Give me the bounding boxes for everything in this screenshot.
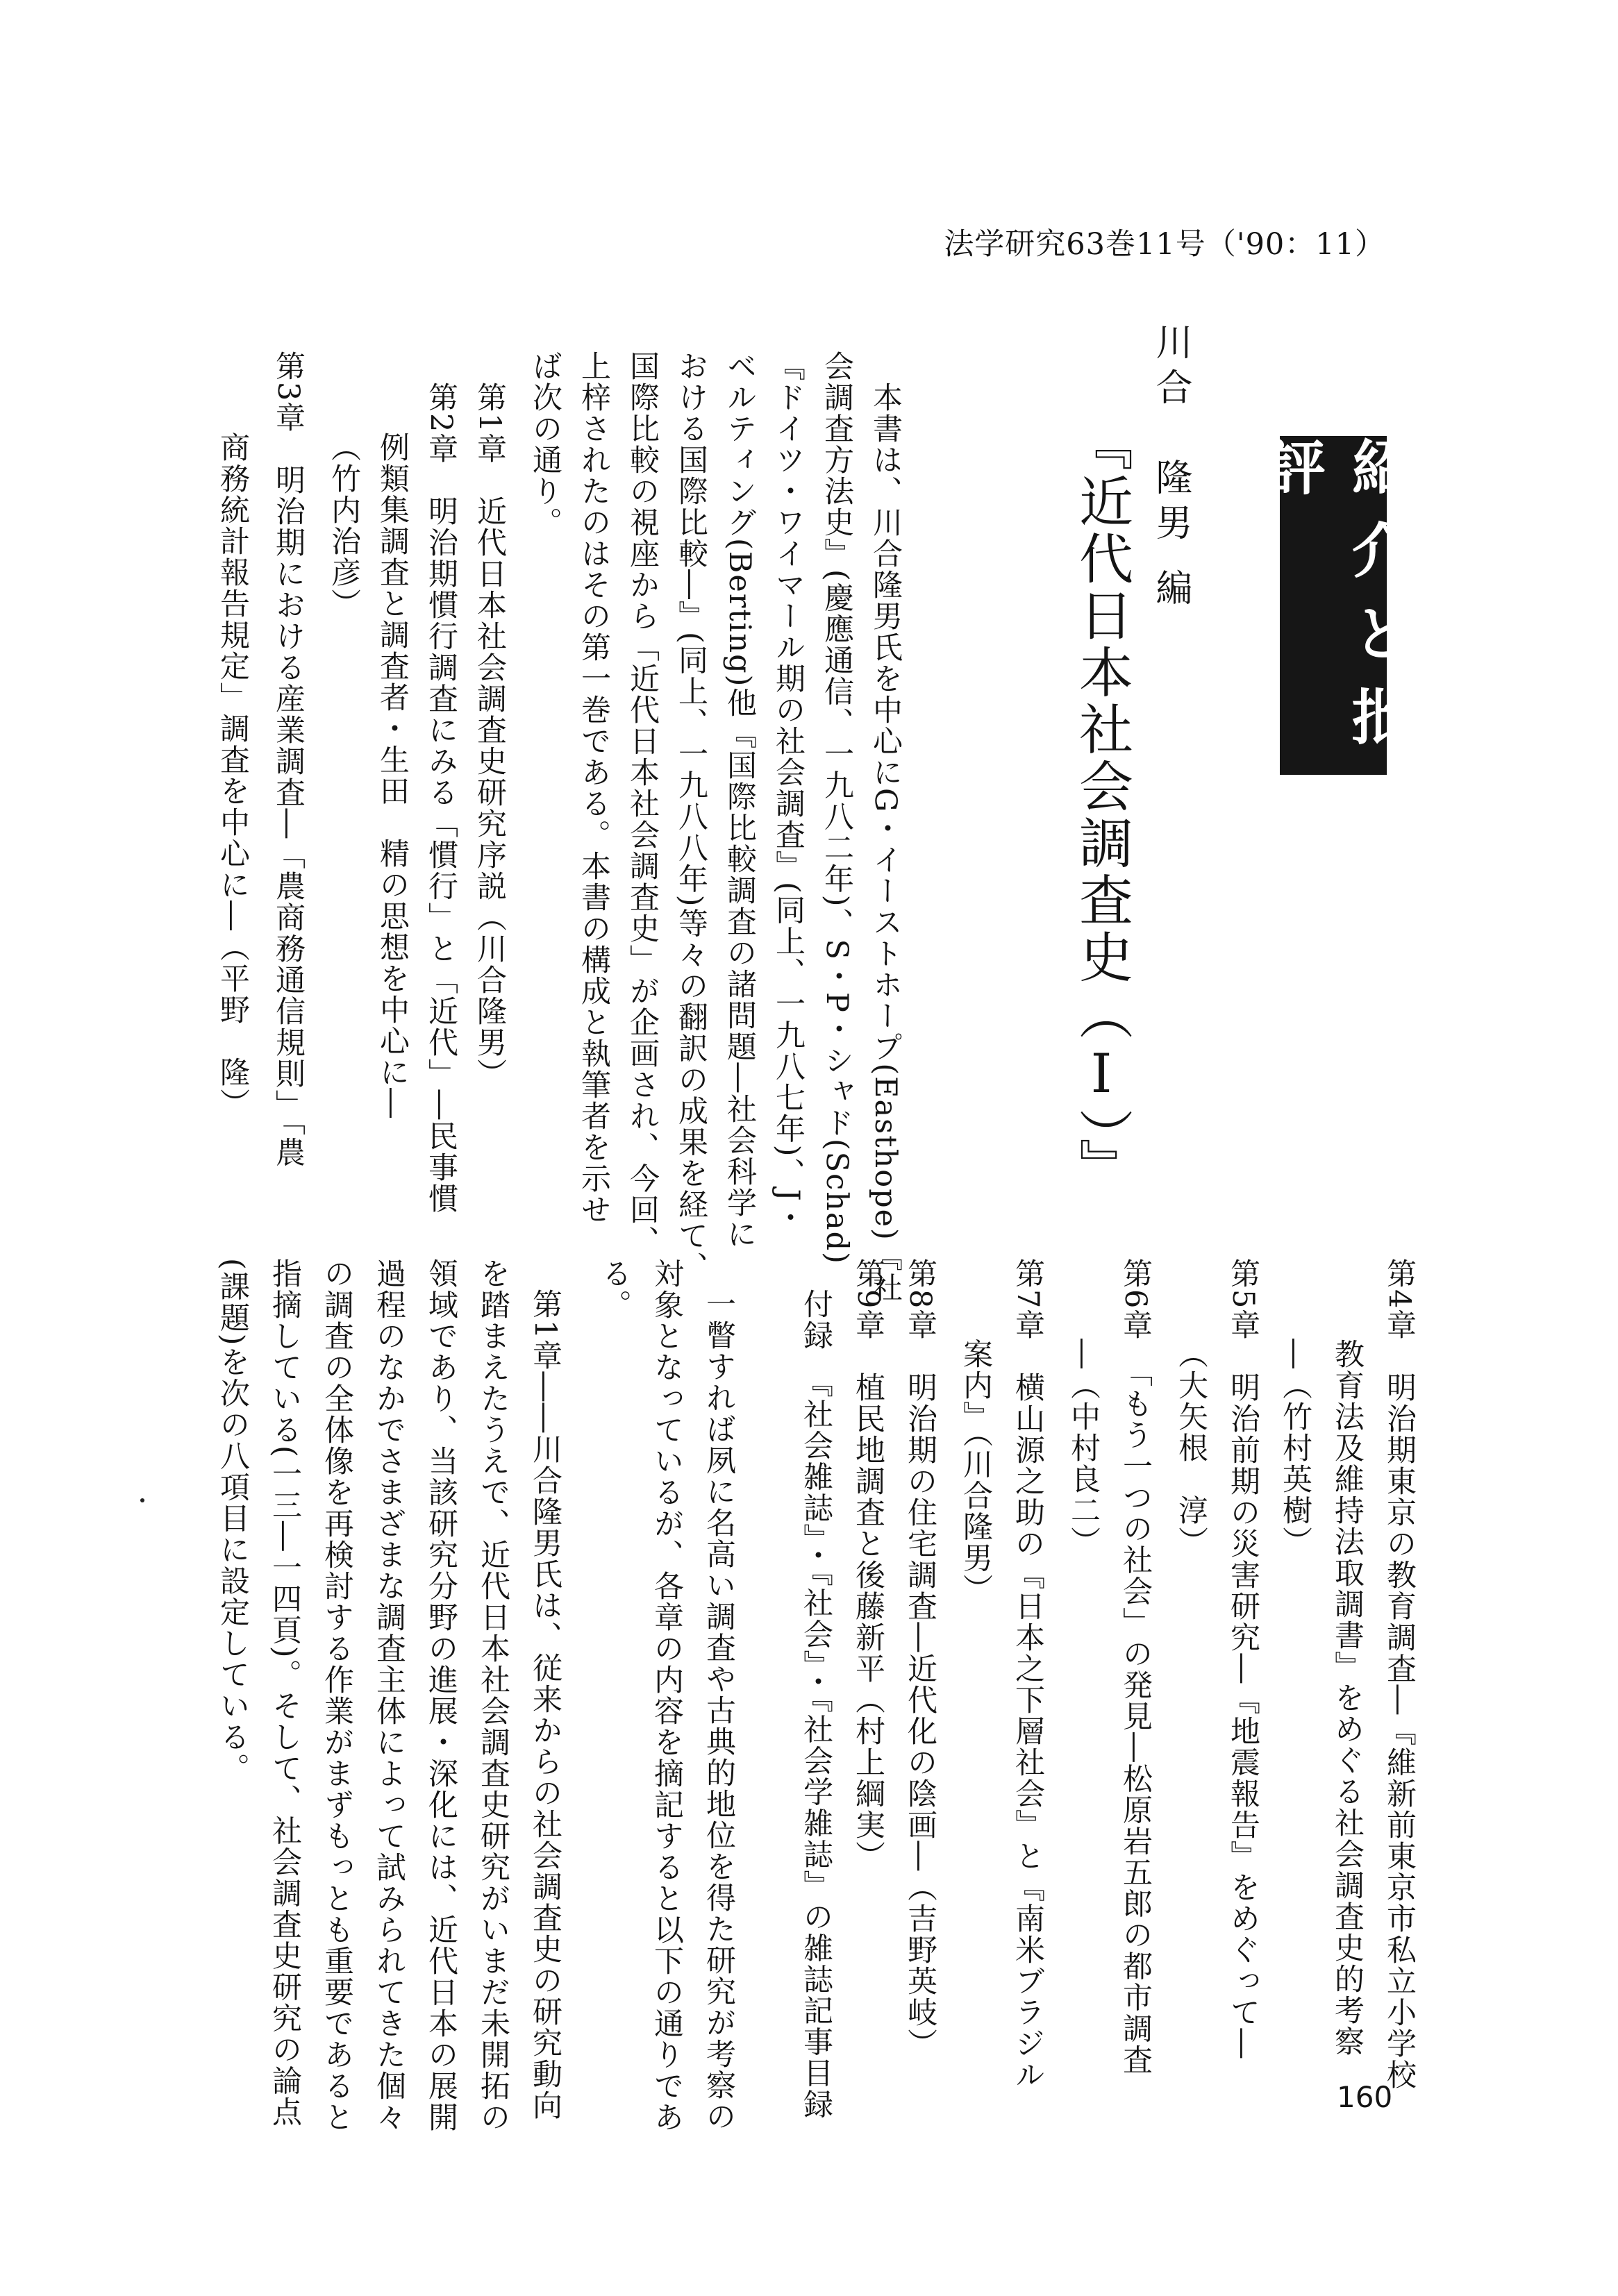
text-line: 第1章――川合隆男氏は、従来からの社会調査史の研究動向: [528, 1289, 562, 2122]
text-line: 国際比較の視座から「近代日本社会調査史」が企画され、今回、: [625, 351, 660, 1257]
text-line: ―（竹村英樹）: [1278, 1339, 1312, 1557]
text-line: 例類集調査と調査者・生田 精の思想を中心に―: [375, 432, 410, 1119]
text-line: を踏まえたうえで、近代日本社会調査史研究がいまだ未開拓の: [476, 1258, 510, 2133]
text-line: ―（中村良二）: [1066, 1339, 1101, 1557]
text-line: 『ドイツ・ワイマール期の社会調査』(同上、一九八七年)、J・: [771, 351, 806, 1234]
text-line: 対象となっているが、各章の内容を摘記すると以下の通りであ: [649, 1258, 684, 2133]
text-line: 案内』（川合隆男）: [958, 1339, 993, 1605]
chapter-1: 第1章 近代日本社会調査史研究序説（川合隆男）: [472, 382, 507, 1090]
chapter-4: 第4章 明治期東京の教育調査―『維新前東京市私立小学校: [1382, 1258, 1417, 2091]
text-line: 指摘している(一三―一四頁)。そして、社会調査史研究の論点: [267, 1258, 302, 2128]
chapter-9: 第9章 植民地調査と後藤新平（村上綱実）: [851, 1258, 885, 1872]
text-line: 本書は、川合隆男氏を中心にG・イーストホープ(Easthope)『社: [868, 382, 903, 1304]
text-line: 領域であり、当該研究分野の進展・深化には、近代日本の展開: [424, 1258, 458, 2133]
text-line: 商務統計報告規定」調査を中心に―（平野 隆）: [215, 432, 250, 1119]
chapter-6: 第6章 「もう一つの社会」の発見―松原岩五郎の都市調査: [1118, 1258, 1153, 2076]
appendix: 付録 『社会雑誌』・『社会』・『社会学雑誌』の雑誌記事目録: [799, 1289, 833, 2120]
text-line: (課題)を次の八項目に設定している。: [215, 1258, 250, 1784]
text-line: 過程のなかでさまざまな調査主体によって試みられてきた個々: [372, 1258, 406, 2133]
section-label: 紹介と批評: [1280, 436, 1387, 775]
text-line: る。: [597, 1258, 632, 1321]
text-line: 会調査方法史』(慶應通信、一九八二年)、S・P・シャド(Schad): [819, 351, 854, 1265]
stray-mark: [140, 1498, 144, 1502]
chapter-3: 第3章 明治期における産業調査―「農商務通信規則」「農: [271, 351, 306, 1168]
text-line: 一瞥すれば夙に名高い調査や古典的地位を得た研究が考察の: [701, 1289, 736, 2132]
chapter-5: 第5章 明治前期の災害研究―『地震報告』をめぐって―: [1226, 1258, 1260, 2060]
text-line: （大矢根 淳）: [1174, 1339, 1208, 1557]
page-number: 160: [1337, 2080, 1393, 2114]
chapter-8: 第8章 明治期の住宅調査―近代化の陰画―（吉野英岐）: [903, 1258, 937, 2060]
chapter-7: 第7章 横山源之助の『日本之下層社会』と『南米ブラジル: [1010, 1258, 1045, 2091]
text-line: おける国際比較―』(同上、一九八八年)等々の翻訳の成果を経て、: [674, 351, 708, 1283]
text-line: 教育法及維持法取調書』をめぐる社会調査史的考察: [1330, 1339, 1365, 2057]
text-line: ば次の通り。: [528, 351, 562, 538]
text-line: （竹内治彦）: [326, 432, 361, 619]
author: 川合 隆男 編: [1150, 323, 1192, 614]
book-title: 『近代日本社会調査史（Ⅰ）』: [1070, 417, 1133, 1195]
text-line: の調査の全体像を再検討する作業がまずもっとも重要であると: [319, 1258, 354, 2133]
text-line: ベルティング(Berting)他『国際比較調査の諸問題―社会科学に: [722, 351, 757, 1250]
text-line: 上梓されたのはその第一巻である。本書の構成と執筆者を示せ: [576, 351, 611, 1225]
chapter-2: 第2章 明治期慣行調査にみる「慣行」と「近代」―民事慣: [424, 382, 458, 1215]
journal-info: 法学研究63巻11号（'90：11）: [944, 227, 1385, 262]
